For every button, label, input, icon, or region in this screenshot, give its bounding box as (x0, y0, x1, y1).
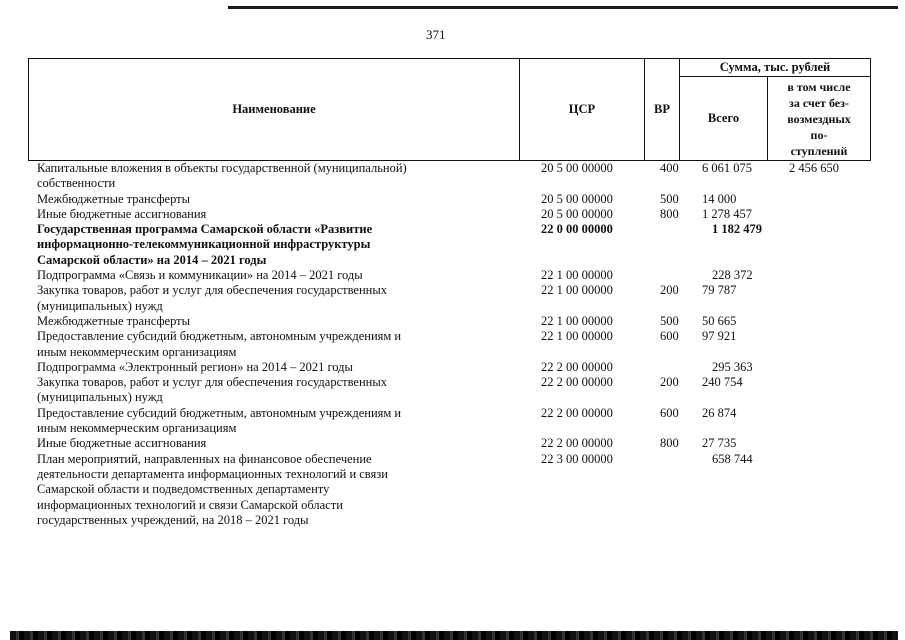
header-incl (768, 77, 871, 161)
row-free (773, 268, 870, 283)
top-scan-rule (228, 6, 898, 9)
row-csr: 20 5 00 00000 (541, 206, 613, 221)
row-name-line: (муниципальных) нужд (37, 390, 163, 405)
row-name-line: Закупка товаров, работ и услуг для обеспечения государственных (37, 375, 388, 390)
row-name-line: собственности (37, 176, 116, 191)
table-row (28, 207, 870, 222)
row-name (28, 283, 533, 314)
row-name-line: Капитальные вложения в объекты государственной (муниципальной) (37, 161, 407, 175)
row-total: 240 754 (702, 375, 743, 390)
table-row (28, 192, 870, 207)
row-name (28, 329, 533, 360)
row-name-line: информационно-телекоммуникационной инфраструктуры (37, 237, 371, 252)
header-incl-line: ступлений (790, 144, 848, 158)
row-csr: 22 2 00 00000 (541, 405, 613, 420)
row-name-line: Закупка товаров, работ и услуг для обеспечения государственных (37, 283, 388, 298)
row-free (773, 207, 870, 222)
table-row (28, 452, 870, 528)
header-incl-line: в том числе (787, 80, 851, 94)
table-row (28, 360, 870, 375)
row-name-line: Подпрограмма «Связь и коммуникации» на 2014 – 2021 годы (37, 268, 363, 283)
row-name-line: План мероприятий, направленных на финансовое обеспечение (37, 451, 372, 466)
row-csr: 20 5 00 00000 (541, 161, 613, 175)
table-row (28, 222, 870, 268)
row-vr (656, 452, 691, 528)
table-row (28, 436, 870, 451)
row-vr: 200 (660, 283, 679, 298)
row-free (773, 192, 870, 207)
row-csr: 20 5 00 00000 (541, 191, 613, 206)
row-csr: 22 1 00 00000 (541, 329, 613, 344)
row-name (28, 192, 533, 207)
row-name (28, 375, 533, 406)
row-total: 26 874 (702, 405, 737, 420)
row-free (773, 314, 870, 329)
row-csr: 22 1 00 00000 (541, 313, 613, 328)
row-name (28, 452, 533, 528)
row-name-line: Межбюджетные трансферты (37, 191, 191, 206)
table-header (28, 58, 870, 161)
row-csr: 22 3 00 00000 (541, 451, 613, 466)
row-vr: 400 (660, 161, 679, 175)
table-body (28, 161, 870, 528)
row-vr: 600 (660, 405, 679, 420)
header-csr: ЦСР (520, 59, 645, 161)
row-name-line: Иные бюджетные ассигнования (37, 206, 207, 221)
table-row (28, 406, 870, 437)
row-name (28, 222, 533, 268)
table-row (28, 161, 870, 192)
header-incl-line: за счет без- (789, 96, 849, 110)
table-row (28, 314, 870, 329)
row-name-line: Предоставление субсидий бюджетным, автономным учреждениям и (37, 405, 402, 420)
row-vr (656, 268, 691, 283)
row-vr (656, 222, 691, 268)
header-vr: ВР (645, 59, 680, 161)
row-free: 2 456 650 (789, 161, 839, 175)
row-vr: 500 (660, 313, 679, 328)
row-csr: 22 0 00 00000 (541, 222, 613, 237)
row-name-line: Предоставление субсидий бюджетным, автономным учреждениям и (37, 329, 402, 344)
row-name-line: иным некоммерческим организациям (37, 421, 237, 436)
row-name-line: Межбюджетные трансферты (37, 313, 191, 328)
row-vr: 800 (660, 436, 679, 451)
row-name-line: (муниципальных) нужд (37, 298, 163, 313)
row-free (773, 360, 870, 375)
row-total: 27 735 (702, 436, 737, 451)
row-name (28, 360, 533, 375)
row-total: 658 744 (712, 451, 753, 466)
row-name (28, 268, 533, 283)
row-free (773, 329, 870, 360)
row-name (28, 314, 533, 329)
row-free (773, 375, 870, 406)
row-name (28, 406, 533, 437)
row-free (773, 222, 870, 268)
row-vr (656, 360, 691, 375)
table-row (28, 268, 870, 283)
header-name: Наименование (29, 59, 520, 161)
row-name-line: государственных учреждений, на 2018 – 2021 годы (37, 512, 309, 527)
row-total: 1 278 457 (702, 206, 752, 221)
row-name-line: Самарской области» на 2014 – 2021 годы (37, 252, 267, 267)
row-total: 228 372 (712, 268, 753, 283)
row-csr: 22 1 00 00000 (541, 268, 613, 283)
row-name (28, 207, 533, 222)
row-csr: 22 2 00 00000 (541, 436, 613, 451)
header-sum: Сумма, тыс. рублей (680, 59, 871, 77)
row-name-line: иным некоммерческим организациям (37, 344, 237, 359)
row-total: 14 000 (702, 191, 737, 206)
row-name-line: информационных технологий и связи Самарской области (37, 497, 343, 512)
row-name (28, 436, 533, 451)
row-name-line: Иные бюджетные ассигнования (37, 436, 207, 451)
bottom-scan-rule (10, 631, 898, 640)
row-name-line: деятельности департамента информационных технологий и связи (37, 466, 388, 481)
row-total: 50 665 (702, 313, 737, 328)
header-total: Всего (680, 77, 768, 161)
table-row (28, 283, 870, 314)
row-name-line: Самарской области и подведомственных департаменту (37, 482, 330, 497)
row-total: 6 061 075 (702, 161, 752, 175)
row-csr: 22 2 00 00000 (541, 359, 613, 374)
row-name (28, 161, 533, 192)
row-total: 79 787 (702, 283, 737, 298)
row-name-line: Государственная программа Самарской области «Развитие (37, 222, 373, 237)
row-vr: 600 (660, 329, 679, 344)
row-free (773, 283, 870, 314)
header-incl-line: возмездных (787, 112, 851, 126)
page-number: 371 (426, 27, 446, 42)
row-free (773, 452, 870, 528)
row-vr: 500 (660, 191, 679, 206)
row-free (773, 406, 870, 437)
row-total: 97 921 (702, 329, 737, 344)
row-vr: 800 (660, 206, 679, 221)
row-name-line: Подпрограмма «Электронный регион» на 2014 – 2021 годы (37, 359, 353, 374)
row-total: 295 363 (712, 359, 753, 374)
row-free (773, 436, 870, 451)
table-row (28, 329, 870, 360)
row-total: 1 182 479 (712, 222, 762, 237)
row-vr: 200 (660, 375, 679, 390)
table-row (28, 375, 870, 406)
row-csr: 22 1 00 00000 (541, 283, 613, 298)
header-incl-line: по- (810, 128, 828, 142)
row-csr: 22 2 00 00000 (541, 375, 613, 390)
